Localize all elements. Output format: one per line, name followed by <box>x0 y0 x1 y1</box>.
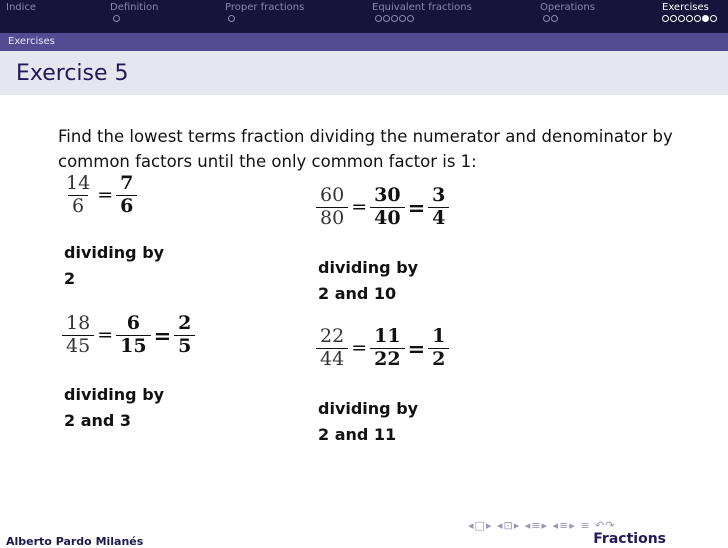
nav-dot[interactable] <box>391 15 398 22</box>
nav-dots-equivalent-fractions <box>375 15 414 22</box>
equals-sign: = <box>351 337 368 360</box>
note-line: dividing by <box>318 399 419 418</box>
intermediate-fraction <box>116 314 150 357</box>
denominator: 6 <box>68 195 88 217</box>
note-divisors: 2 and 10 <box>318 284 397 303</box>
original-fraction <box>316 327 348 370</box>
nav-dot-current[interactable] <box>702 15 709 22</box>
note-line: dividing by <box>318 258 419 277</box>
next-frame-icon[interactable]: ▸ <box>485 519 493 532</box>
numerator: 1 <box>432 325 446 347</box>
numerator: 11 <box>374 325 401 347</box>
footer-author: Alberto Pardo Milanés <box>6 535 144 548</box>
numerator: 3 <box>432 184 446 206</box>
frame-icon[interactable]: □ <box>474 519 486 532</box>
original-fraction <box>62 314 94 357</box>
denominator: 80 <box>316 207 348 229</box>
section-nav <box>0 0 728 33</box>
next-subsection-icon[interactable]: ▸ <box>513 519 521 532</box>
next-section-icon[interactable]: ▸ <box>541 519 549 532</box>
nav-dot[interactable] <box>662 15 669 22</box>
nav-dot[interactable] <box>694 15 701 22</box>
reduced-fraction <box>428 186 449 229</box>
prev-subsection-icon[interactable]: ◂ <box>496 519 504 532</box>
reduced-fraction <box>428 327 449 370</box>
subsection-icon[interactable]: ⊡ <box>503 519 514 532</box>
denominator: 15 <box>116 335 150 357</box>
equals-sign: = <box>351 196 368 219</box>
nav-section-indice[interactable]: Indice <box>6 2 37 13</box>
denominator: 6 <box>116 195 137 217</box>
denominator: 45 <box>62 335 94 357</box>
divisor-note <box>318 255 418 307</box>
intermediate-fraction <box>370 327 404 370</box>
nav-dot[interactable] <box>551 15 558 22</box>
nav-dot[interactable] <box>375 15 382 22</box>
fraction-equation <box>314 327 451 370</box>
subsection-bar <box>0 33 728 51</box>
nav-section-operations[interactable]: Operations <box>540 2 595 13</box>
note-divisors: 2 and 3 <box>64 411 132 430</box>
note-divisors: 2 and 11 <box>318 425 397 444</box>
note-line: dividing by <box>64 385 165 404</box>
original-fraction <box>62 174 94 217</box>
nav-section-definition[interactable]: Definition <box>110 2 159 13</box>
nav-dot[interactable] <box>670 15 677 22</box>
prev-section-icon[interactable]: ◂ <box>524 519 532 532</box>
denominator: 44 <box>316 348 348 370</box>
nav-dot[interactable] <box>686 15 693 22</box>
denominator: 22 <box>370 348 404 370</box>
nav-dot[interactable] <box>710 15 717 22</box>
numerator: 30 <box>374 184 401 206</box>
subsection-label[interactable]: Exercises <box>8 36 55 47</box>
frame-title-bar <box>0 51 728 95</box>
nav-dots-proper-fractions <box>228 15 235 22</box>
nav-dot[interactable] <box>678 15 685 22</box>
fraction-equation <box>314 186 451 229</box>
footer-topic: Fractions <box>593 531 666 547</box>
reduced-fraction <box>174 314 195 357</box>
numerator: 6 <box>126 312 140 334</box>
search-icon[interactable]: ↶ <box>595 519 606 532</box>
intermediate-fraction <box>370 186 404 229</box>
next-slide-icon[interactable]: ▸ <box>569 519 576 532</box>
fraction-equation <box>60 314 197 357</box>
section-icon[interactable]: ≡ <box>531 519 542 532</box>
exercise-instructions: Find the lowest terms fraction dividing the numerator and denominator by common factors until the only common factor is 1: <box>58 127 673 171</box>
equals-sign: = <box>407 335 426 361</box>
numerator: 60 <box>320 184 345 206</box>
reduced-fraction <box>116 174 137 217</box>
nav-section-proper-fractions[interactable]: Proper fractions <box>225 2 305 13</box>
original-fraction <box>316 186 348 229</box>
nav-dot[interactable] <box>407 15 414 22</box>
divisor-note <box>318 396 418 448</box>
nav-dot[interactable] <box>543 15 550 22</box>
numerator: 7 <box>120 172 134 194</box>
back-icon[interactable]: ≡ <box>580 519 591 532</box>
equals-sign: = <box>153 322 172 348</box>
nav-dot[interactable] <box>113 15 120 22</box>
numerator: 14 <box>66 172 91 194</box>
nav-dots-exercises <box>662 15 717 22</box>
equals-sign: = <box>97 184 114 207</box>
denominator: 4 <box>428 207 449 229</box>
divisor-note <box>64 382 164 434</box>
nav-dots-operations <box>543 15 558 22</box>
denominator: 2 <box>428 348 449 370</box>
nav-dot[interactable] <box>383 15 390 22</box>
nav-section-exercises[interactable]: Exercises <box>662 2 709 13</box>
forward-icon[interactable]: ↷ <box>605 519 616 532</box>
fraction-equation <box>60 174 139 217</box>
numerator: 18 <box>66 312 91 334</box>
numerator: 2 <box>178 312 192 334</box>
note-divisors: 2 <box>64 269 76 288</box>
prev-frame-icon[interactable]: ◂ <box>468 519 475 532</box>
frame-title: Exercise 5 <box>16 61 129 86</box>
equals-sign: = <box>97 324 114 347</box>
note-line: dividing by <box>64 243 165 262</box>
nav-section-equivalent-fractions[interactable]: Equivalent fractions <box>372 2 472 13</box>
nav-dot[interactable] <box>399 15 406 22</box>
prev-slide-icon[interactable]: ◂ <box>552 519 560 532</box>
divisor-note <box>64 240 164 292</box>
numerator: 22 <box>320 325 345 347</box>
slide-icon[interactable]: ≡ <box>559 519 570 532</box>
denominator: 40 <box>370 207 404 229</box>
nav-dot[interactable] <box>228 15 235 22</box>
nav-dots-definition <box>113 15 120 22</box>
equals-sign: = <box>407 194 426 220</box>
denominator: 5 <box>174 335 195 357</box>
